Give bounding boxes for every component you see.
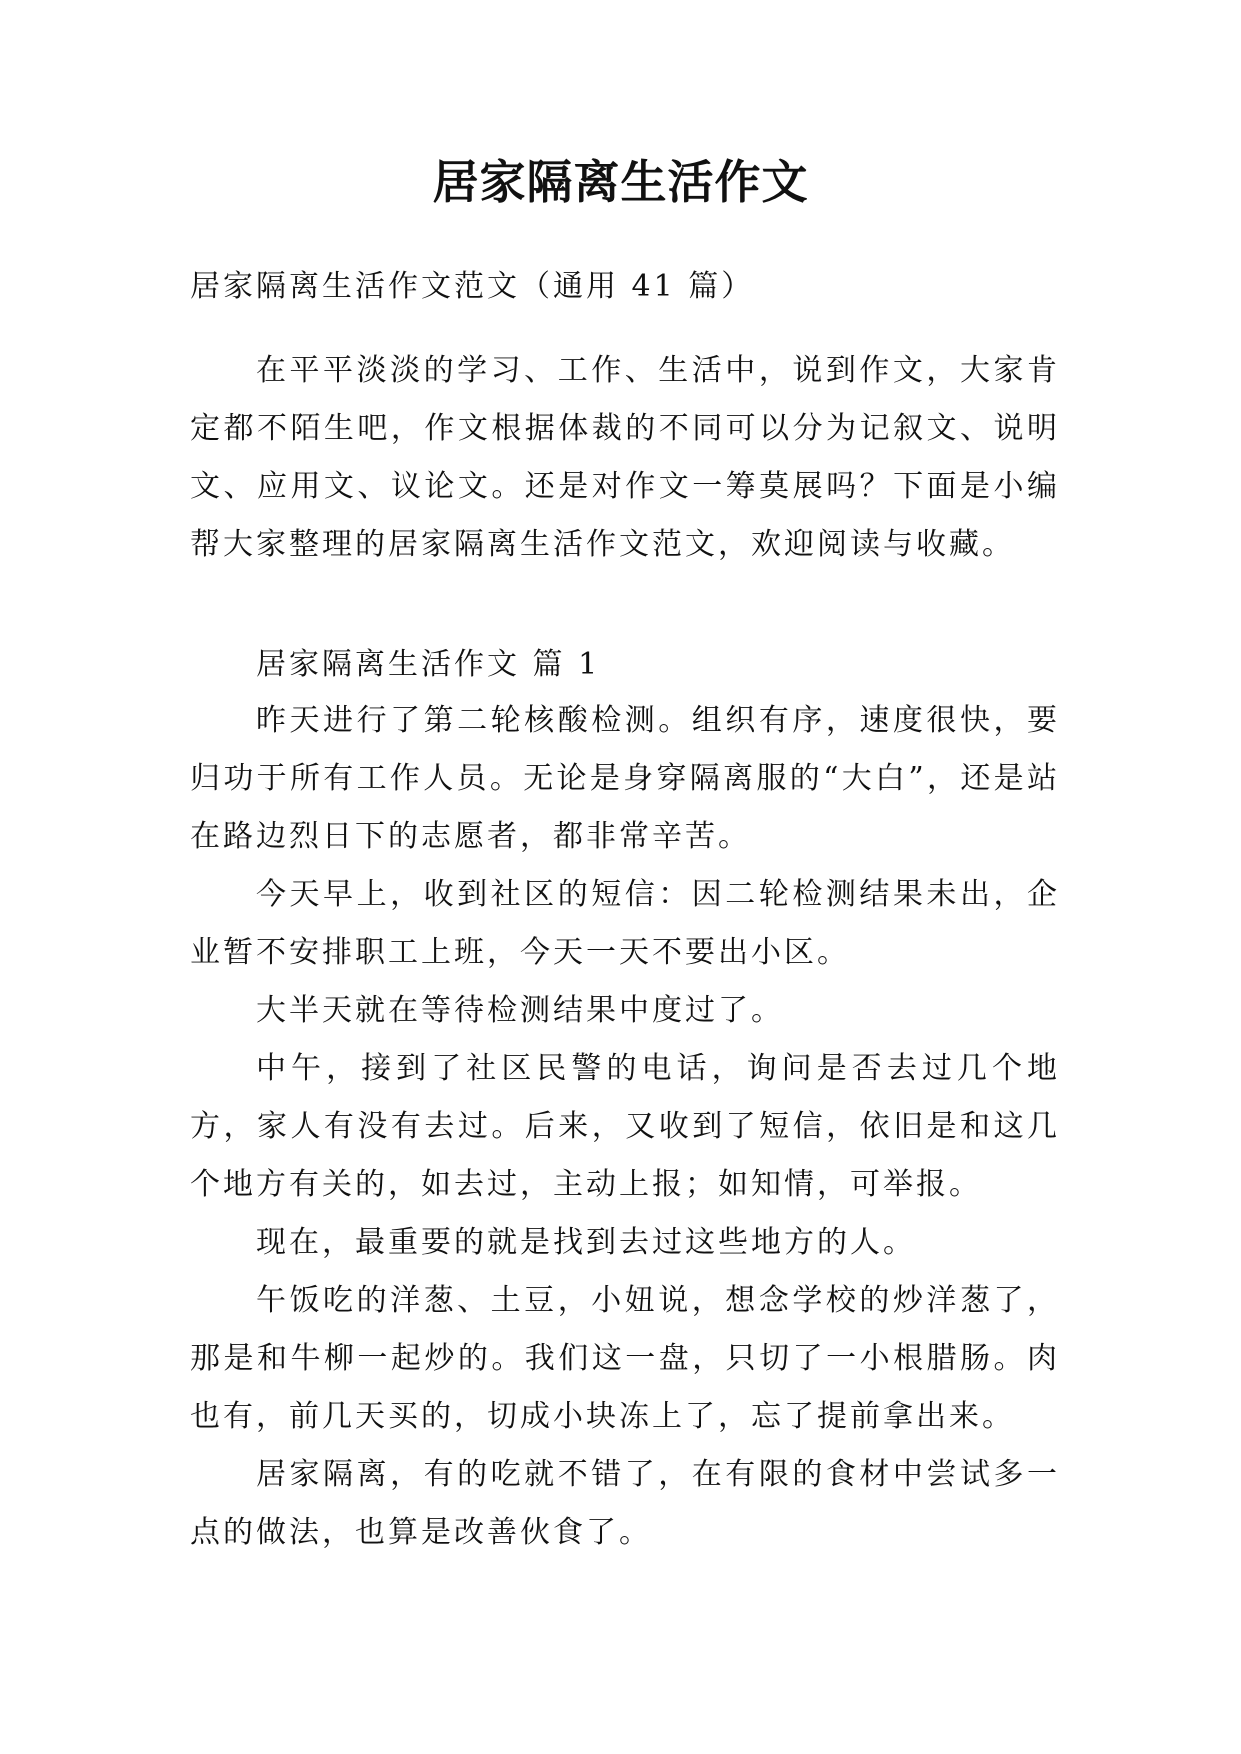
body-paragraph: 大半天就在等待检测结果中度过了。 (256, 993, 784, 1028)
section-heading: 居家隔离生活作文 篇 1 (256, 647, 601, 682)
section-body (190, 692, 1060, 1562)
body-paragraph: 今天早上，收到社区的短信：因二轮检测结果未出，企业暂不安排职工上班，今天一天不要出小区。 (190, 877, 1060, 970)
body-paragraph: 午饭吃的洋葱、土豆，小妞说，想念学校的炒洋葱了，那是和牛柳一起炒的。我们这一盘，只切了一小根腊肠。肉也有，前几天买的，切成小块冻上了，忘了提前拿出来。 (190, 1283, 1060, 1434)
body-paragraph: 昨天进行了第二轮核酸检测。组织有序，速度很快，要归功于所有工作人员。无论是身穿隔离服的“大白”，还是站在路边烈日下的志愿者，都非常辛苦。 (190, 703, 1060, 854)
intro-paragraph: 在平平淡淡的学习、工作、生活中，说到作文，大家肯定都不陌生吧，作文根据体裁的不同可以分为记叙文、说明文、应用文、议论文。还是对作文一筹莫展吗？下面是小编帮大家整理的居家隔离生活作文范文，欢迎阅读与收藏。 (190, 353, 1060, 562)
body-paragraph: 居家隔离，有的吃就不错了，在有限的食材中尝试多一点的做法，也算是改善伙食了。 (190, 1457, 1060, 1550)
body-paragraph: 中午，接到了社区民警的电话，询问是否去过几个地方，家人有没有去过。后来，又收到了短信，依旧是和这几个地方有关的，如去过，主动上报；如知情，可举报。 (190, 1051, 1060, 1202)
document-title: 居家隔离生活作文 (432, 155, 809, 209)
document-subtitle: 居家隔离生活作文范文（通用 41 篇） (190, 269, 755, 304)
body-paragraph: 现在，最重要的就是找到去过这些地方的人。 (256, 1225, 916, 1260)
